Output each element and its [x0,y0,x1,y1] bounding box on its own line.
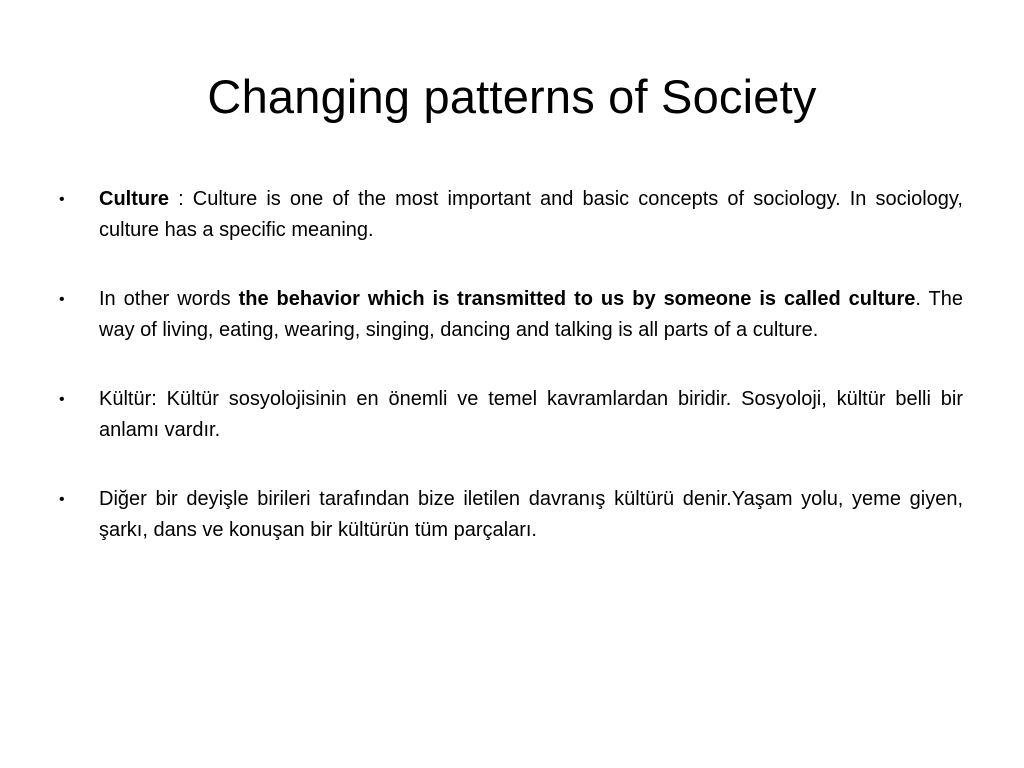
bullet-text: Kültür: Kültür sosyolojisinin en önemli ve temel kavramlardan biridir. Sosyoloji, kültür belli bir anlamı vardır. [99,388,963,441]
bullet-term: Culture [99,188,169,210]
bullet-marker: • [59,291,65,308]
bullet-text: . The way of living, eating, wearing, singing, dancing and talking is all parts of a culture. [99,288,963,341]
slide-title: Changing patterns of Society [207,70,817,123]
bullet-item-kultur-transmission [59,484,963,546]
bullet-list [0,184,1024,584]
bullet-text: Diğer bir deyişle birileri tarafından bize iletilen davranış kültürü denir.Yaşam yolu, yeme giyen, şarkı, dans ve konuşan bir kültürün tüm parçaları. [99,488,963,541]
bullet-item-culture-transmission [59,284,963,346]
bullet-marker: • [59,491,65,508]
bullet-item-culture-definition [59,184,963,246]
bullet-marker: • [59,391,65,408]
bullet-item-kultur-definition [59,384,963,446]
bullet-lead-text: In other words [99,288,239,310]
bullet-text: : Culture is one of the most important and basic concepts of sociology. In sociology, culture has a specific meaning. [99,188,963,241]
bullet-emphasis: the behavior which is transmitted to us by someone is called culture [238,288,916,310]
bullet-marker: • [59,191,65,208]
